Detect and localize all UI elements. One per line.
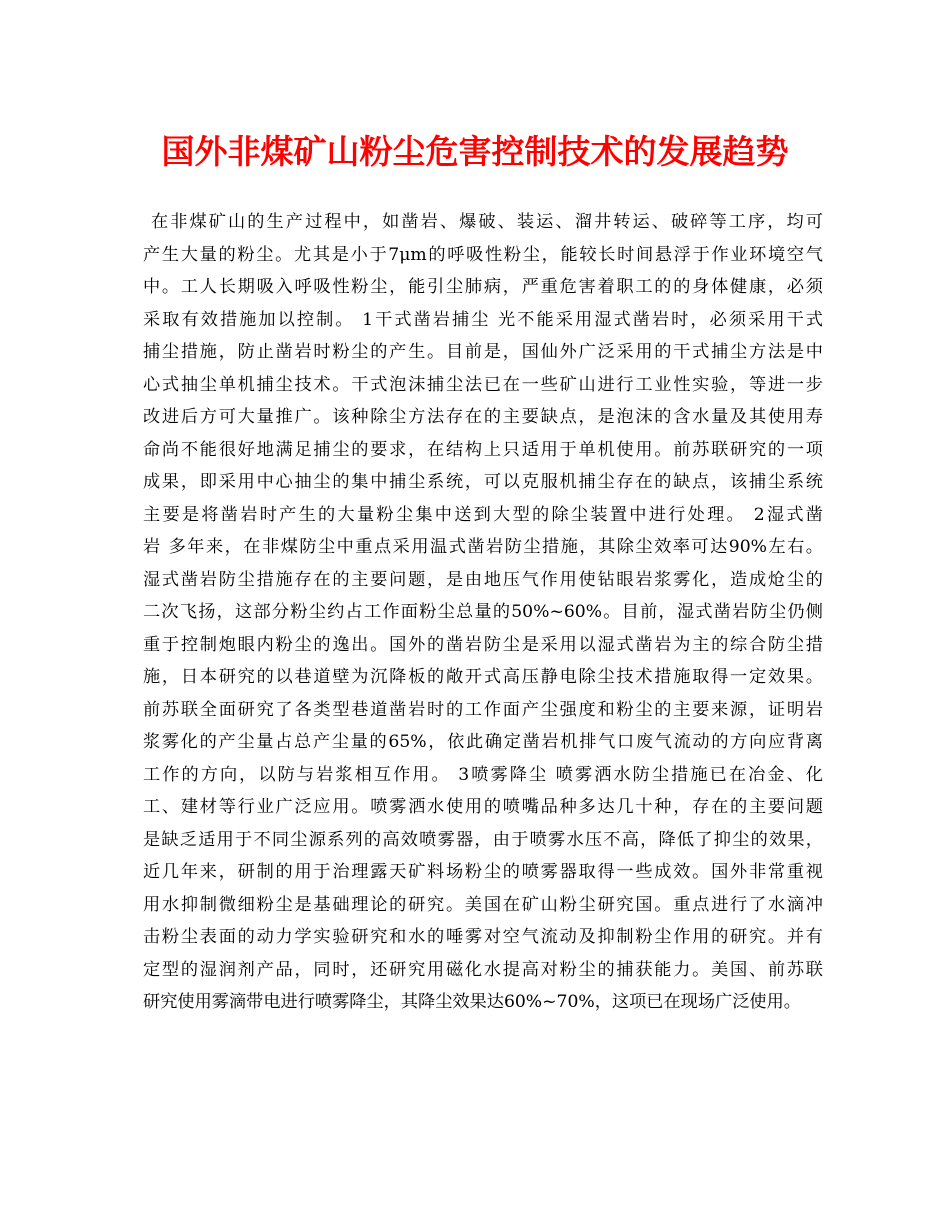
document-title: 国外非煤矿山粉尘危害控制技术的发展趋势: [161, 132, 789, 171]
paragraph-line: 重于控制炮眼内粉尘的逸出。国外的凿岩防尘是采用以湿式凿岩为主的综合防尘措: [143, 634, 823, 655]
paragraph-line: 工、建材等行业广泛应用。喷雾洒水使用的喷嘴品种多达几十种，存在的主要问题: [143, 797, 823, 817]
paragraph-line: 前苏联全面研究了各类型巷道凿岩时的工作面产尘强度和粉尘的主要来源，证明岩: [143, 699, 823, 720]
paragraph-line: 施，日本研究的以巷道壁为沉降板的敞开式高压静电除尘技术措施取得一定效果。: [143, 667, 823, 687]
paragraph-line: 击粉尘表面的动力学实验研究和水的唾雾对空气流动及抑制粉尘作用的研究。并有: [143, 927, 823, 947]
body-paragraph: [143, 206, 823, 1019]
paragraph-line: 在非煤矿山的生产过程中，如凿岩、爆破、装运、溜井转运、破碎等工序，均可: [151, 212, 823, 232]
paragraph-line: 捕尘措施，防止凿岩时粉尘的产生。目前是，国仙外广泛采用的干式捕尘方法是中: [143, 342, 823, 362]
paragraph-line: 成果，即采用中心抽尘的集中捕尘系统，可以克服机捕尘存在的缺点，该捕尘系统: [143, 472, 823, 492]
paragraph-line: 中。工人长期吸入呼吸性粉尘，能引尘肺病，严重危害着职工的的身体健康，必须: [143, 277, 823, 297]
paragraph-line: 改进后方可大量推广。该种除尘方法存在的主要缺点，是泡沫的含水量及其使用寿: [143, 407, 823, 427]
paragraph-line: 用水抑制微细粉尘是基础理论的研究。美国在矿山粉尘研究国。重点进行了水滴冲: [143, 894, 823, 915]
paragraph-line: 工作的方向，以防与岩浆相互作用。 3喷雾降尘 喷雾洒水防尘措施已在冶金、化: [143, 764, 823, 785]
paragraph-line: 产生大量的粉尘。尤其是小于7μm的呼吸性粉尘，能较长时间悬浮于作业环境空气: [143, 244, 823, 265]
paragraph-line: 二次飞扬，这部分粉尘约占工作面粉尘总量的50%~60%。目前，湿式凿岩防尘仍侧: [143, 602, 823, 622]
paragraph-line: 是缺乏适用于不同尘源系列的高效喷雾器，由于喷雾水压不高，降低了抑尘的效果，: [143, 829, 823, 850]
paragraph-line: 湿式凿岩防尘措施存在的主要问题，是由地压气作用使钻眼岩浆雾化，造成炝尘的: [143, 569, 823, 590]
paragraph-line: 心式抽尘单机捕尘技术。干式泡沫捕尘法已在一些矿山进行工业性实验，等进一步: [143, 374, 823, 395]
paragraph-line: 命尚不能很好地满足捕尘的要求，在结构上只适用于单机使用。前苏联研究的一项: [143, 439, 823, 460]
paragraph-line: 研究使用雾滴带电进行喷雾降尘，其降尘效果达60%~70%，这项已在现场广泛使用。: [143, 992, 801, 1012]
paragraph-line: 岩 多年来，在非煤防尘中重点采用温式凿岩防尘措施，其除尘效率可达90%左右。: [143, 537, 823, 557]
paragraph-line: 近几年来，研制的用于治理露天矿料场粉尘的喷雾器取得一些成效。国外非常重视: [143, 862, 823, 882]
paragraph-line: 主要是将凿岩时产生的大量粉尘集中送到大型的除尘装置中进行处理。 2湿式凿: [143, 504, 823, 525]
paragraph-line: 采取有效措施加以控制。 1干式凿岩捕尘 光不能采用湿式凿岩时，必须采用干式: [143, 309, 823, 330]
paragraph-line: 浆雾化的产尘量占总产尘量的65%，依此确定凿岩机排气口废气流动的方向应背离: [143, 732, 823, 752]
paragraph-line: 定型的湿润剂产品，同时，还研究用磁化水提高对粉尘的捕获能力。美国、前苏联: [143, 959, 823, 980]
